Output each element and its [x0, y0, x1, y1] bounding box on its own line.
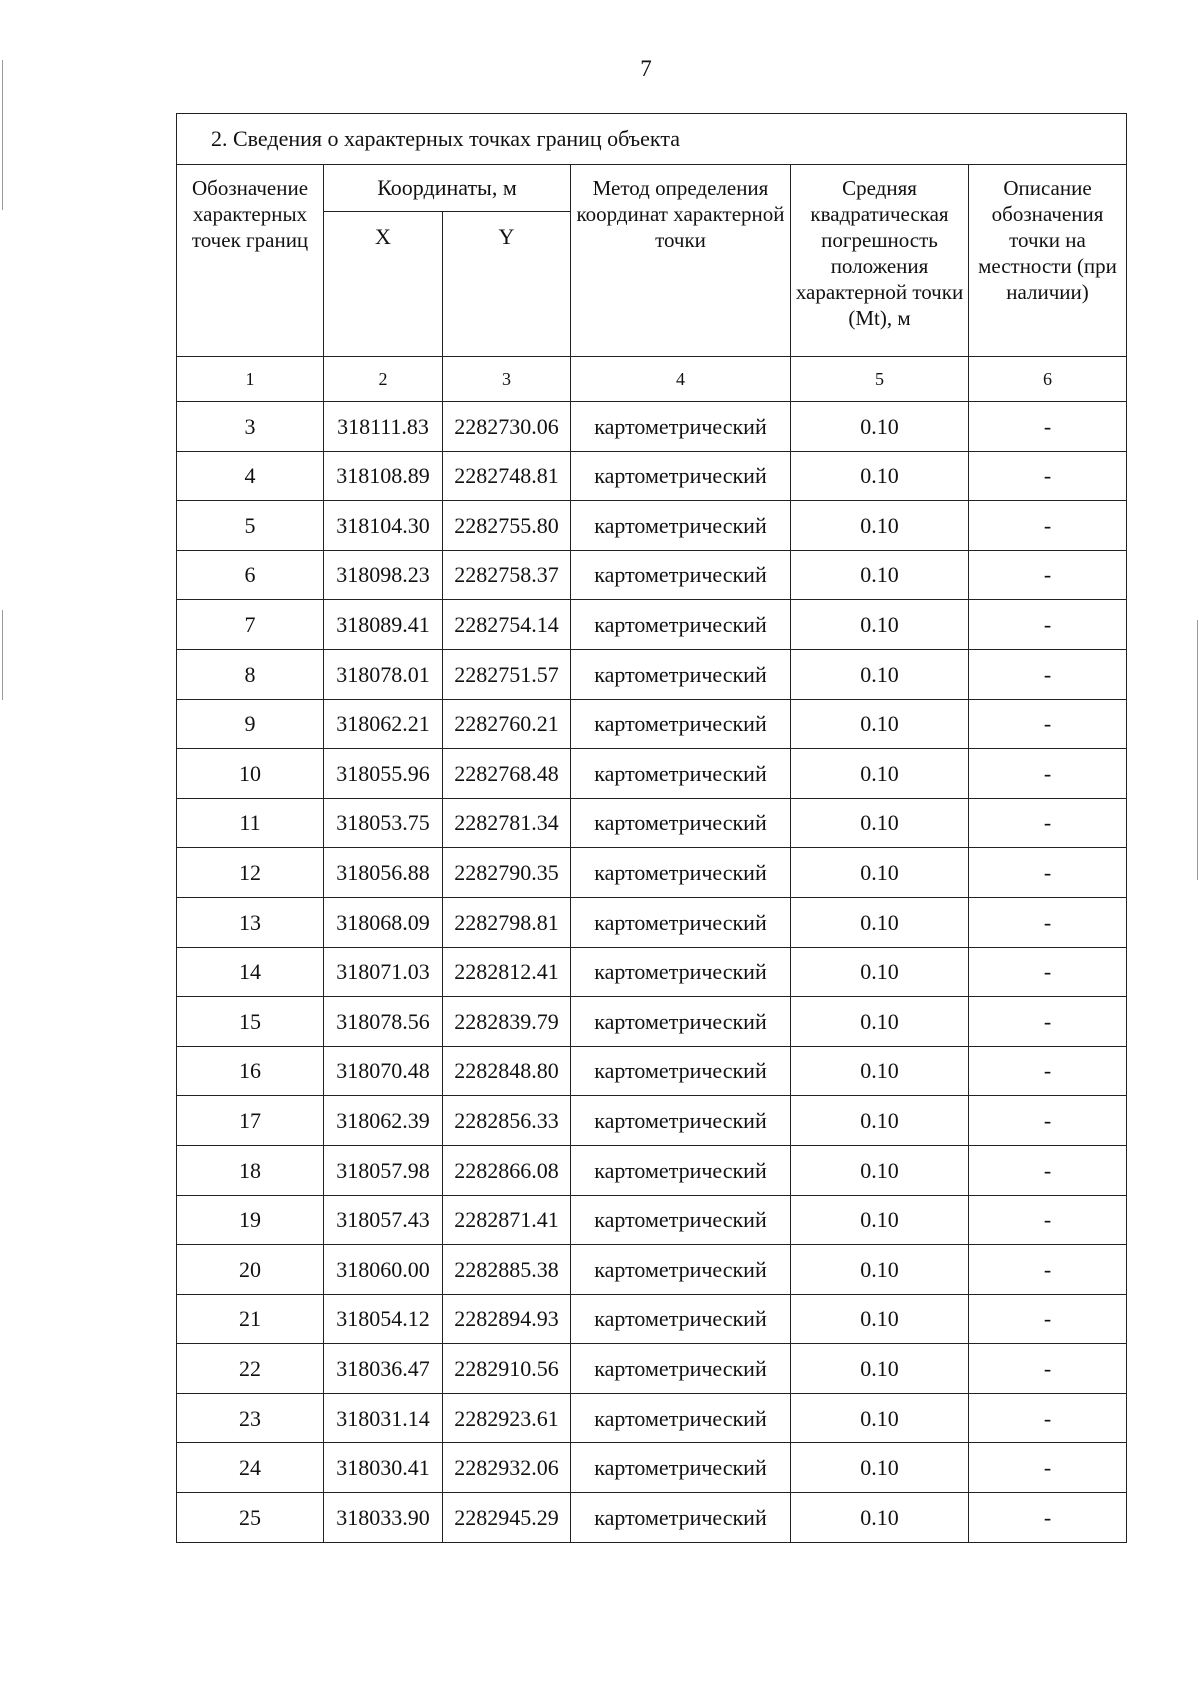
y-coordinate-cell: 2282910.56 — [443, 1344, 571, 1394]
page-number: 7 — [640, 56, 652, 81]
boundary-points-table — [176, 113, 1127, 1543]
y-coordinate-cell: 2282856.33 — [443, 1096, 571, 1146]
table-row — [177, 848, 1127, 898]
y-coordinate-cell: 2282812.41 — [443, 947, 571, 997]
header-coordinates: Координаты, м — [324, 165, 571, 212]
y-coordinate-cell: 2282885.38 — [443, 1245, 571, 1295]
error-cell: 0.10 — [791, 1294, 969, 1344]
x-coordinate-cell: 318056.88 — [324, 848, 443, 898]
x-coordinate-cell: 318036.47 — [324, 1344, 443, 1394]
x-coordinate-cell: 318078.01 — [324, 649, 443, 699]
column-number: 6 — [969, 357, 1127, 402]
y-coordinate-cell: 2282923.61 — [443, 1393, 571, 1443]
x-coordinate-cell: 318031.14 — [324, 1393, 443, 1443]
error-cell: 0.10 — [791, 550, 969, 600]
header-y: Y — [443, 212, 571, 357]
table-row — [177, 997, 1127, 1047]
table-row — [177, 1443, 1127, 1493]
error-cell: 0.10 — [791, 897, 969, 947]
description-cell: - — [969, 749, 1127, 799]
point-id-cell: 13 — [177, 897, 324, 947]
point-id-cell: 22 — [177, 1344, 324, 1394]
table-row — [177, 451, 1127, 501]
method-cell: картометрический — [571, 1443, 791, 1493]
point-id-cell: 12 — [177, 848, 324, 898]
method-cell: картометрический — [571, 402, 791, 452]
y-coordinate-cell: 2282848.80 — [443, 1046, 571, 1096]
method-cell: картометрический — [571, 798, 791, 848]
header-x: X — [324, 212, 443, 357]
x-coordinate-cell: 318070.48 — [324, 1046, 443, 1096]
x-coordinate-cell: 318104.30 — [324, 501, 443, 551]
y-coordinate-cell: 2282758.37 — [443, 550, 571, 600]
point-id-cell: 19 — [177, 1195, 324, 1245]
x-coordinate-cell: 318068.09 — [324, 897, 443, 947]
error-cell: 0.10 — [791, 600, 969, 650]
error-cell: 0.10 — [791, 749, 969, 799]
column-number: 4 — [571, 357, 791, 402]
description-cell: - — [969, 1145, 1127, 1195]
table-body — [177, 402, 1127, 1543]
error-cell: 0.10 — [791, 1393, 969, 1443]
y-coordinate-cell: 2282894.93 — [443, 1294, 571, 1344]
table-row — [177, 749, 1127, 799]
point-id-cell: 4 — [177, 451, 324, 501]
table-row — [177, 798, 1127, 848]
x-coordinate-cell: 318030.41 — [324, 1443, 443, 1493]
method-cell: картометрический — [571, 1245, 791, 1295]
scan-artifact-line — [1197, 620, 1198, 880]
table-row — [177, 1245, 1127, 1295]
x-coordinate-cell: 318062.39 — [324, 1096, 443, 1146]
method-cell: картометрический — [571, 947, 791, 997]
description-cell: - — [969, 1493, 1127, 1543]
x-coordinate-cell: 318033.90 — [324, 1493, 443, 1543]
description-cell: - — [969, 451, 1127, 501]
column-number: 2 — [324, 357, 443, 402]
table-row — [177, 1493, 1127, 1543]
table-row — [177, 550, 1127, 600]
error-cell: 0.10 — [791, 1245, 969, 1295]
description-cell: - — [969, 1195, 1127, 1245]
x-coordinate-cell: 318057.43 — [324, 1195, 443, 1245]
method-cell: картометрический — [571, 749, 791, 799]
column-number: 1 — [177, 357, 324, 402]
y-coordinate-cell: 2282871.41 — [443, 1195, 571, 1245]
header-error: Средняя квадратическая погрешность положения характерной точки (Mt), м — [791, 165, 969, 357]
description-cell: - — [969, 402, 1127, 452]
method-cell: картометрический — [571, 699, 791, 749]
description-cell: - — [969, 848, 1127, 898]
method-cell: картометрический — [571, 600, 791, 650]
point-id-cell: 25 — [177, 1493, 324, 1543]
point-id-cell: 21 — [177, 1294, 324, 1344]
method-cell: картометрический — [571, 550, 791, 600]
y-coordinate-cell: 2282760.21 — [443, 699, 571, 749]
error-cell: 0.10 — [791, 699, 969, 749]
y-coordinate-cell: 2282748.81 — [443, 451, 571, 501]
table-row — [177, 1096, 1127, 1146]
y-coordinate-cell: 2282866.08 — [443, 1145, 571, 1195]
section-title: 2. Сведения о характерных точках границ объекта — [177, 114, 1127, 165]
method-cell: картометрический — [571, 1294, 791, 1344]
description-cell: - — [969, 897, 1127, 947]
table-row — [177, 897, 1127, 947]
method-cell: картометрический — [571, 649, 791, 699]
header-description: Описание обозначения точки на местности (при наличии) — [969, 165, 1127, 357]
error-cell: 0.10 — [791, 501, 969, 551]
method-cell: картометрический — [571, 1145, 791, 1195]
x-coordinate-cell: 318108.89 — [324, 451, 443, 501]
description-cell: - — [969, 1046, 1127, 1096]
point-id-cell: 6 — [177, 550, 324, 600]
description-cell: - — [969, 649, 1127, 699]
x-coordinate-cell: 318053.75 — [324, 798, 443, 848]
description-cell: - — [969, 947, 1127, 997]
method-cell: картометрический — [571, 997, 791, 1047]
scan-artifact-line — [2, 610, 3, 700]
scan-artifact-line — [2, 60, 3, 210]
description-cell: - — [969, 699, 1127, 749]
y-coordinate-cell: 2282790.35 — [443, 848, 571, 898]
table-row — [177, 1344, 1127, 1394]
table-row — [177, 947, 1127, 997]
error-cell: 0.10 — [791, 451, 969, 501]
table-row — [177, 1393, 1127, 1443]
error-cell: 0.10 — [791, 1195, 969, 1245]
y-coordinate-cell: 2282754.14 — [443, 600, 571, 650]
x-coordinate-cell: 318054.12 — [324, 1294, 443, 1344]
column-number: 3 — [443, 357, 571, 402]
description-cell: - — [969, 798, 1127, 848]
description-cell: - — [969, 1245, 1127, 1295]
table-row — [177, 1294, 1127, 1344]
description-cell: - — [969, 997, 1127, 1047]
y-coordinate-cell: 2282768.48 — [443, 749, 571, 799]
error-cell: 0.10 — [791, 402, 969, 452]
y-coordinate-cell: 2282839.79 — [443, 997, 571, 1047]
x-coordinate-cell: 318055.96 — [324, 749, 443, 799]
x-coordinate-cell: 318078.56 — [324, 997, 443, 1047]
error-cell: 0.10 — [791, 1443, 969, 1493]
y-coordinate-cell: 2282755.80 — [443, 501, 571, 551]
error-cell: 0.10 — [791, 947, 969, 997]
method-cell: картометрический — [571, 501, 791, 551]
point-id-cell: 24 — [177, 1443, 324, 1493]
y-coordinate-cell: 2282798.81 — [443, 897, 571, 947]
x-coordinate-cell: 318098.23 — [324, 550, 443, 600]
error-cell: 0.10 — [791, 798, 969, 848]
method-cell: картометрический — [571, 1195, 791, 1245]
point-id-cell: 18 — [177, 1145, 324, 1195]
point-id-cell: 23 — [177, 1393, 324, 1443]
table-row — [177, 649, 1127, 699]
column-number: 5 — [791, 357, 969, 402]
table-row — [177, 501, 1127, 551]
description-cell: - — [969, 501, 1127, 551]
point-id-cell: 10 — [177, 749, 324, 799]
point-id-cell: 14 — [177, 947, 324, 997]
error-cell: 0.10 — [791, 997, 969, 1047]
description-cell: - — [969, 1096, 1127, 1146]
method-cell: картометрический — [571, 1344, 791, 1394]
x-coordinate-cell: 318111.83 — [324, 402, 443, 452]
point-id-cell: 9 — [177, 699, 324, 749]
description-cell: - — [969, 1443, 1127, 1493]
x-coordinate-cell: 318062.21 — [324, 699, 443, 749]
x-coordinate-cell: 318060.00 — [324, 1245, 443, 1295]
point-id-cell: 17 — [177, 1096, 324, 1146]
y-coordinate-cell: 2282945.29 — [443, 1493, 571, 1543]
method-cell: картометрический — [571, 1096, 791, 1146]
description-cell: - — [969, 1393, 1127, 1443]
header-method: Метод определения координат характерной точки — [571, 165, 791, 357]
column-number-row — [177, 357, 1127, 402]
description-cell: - — [969, 1294, 1127, 1344]
table-row — [177, 1145, 1127, 1195]
point-id-cell: 15 — [177, 997, 324, 1047]
x-coordinate-cell: 318089.41 — [324, 600, 443, 650]
method-cell: картометрический — [571, 451, 791, 501]
point-id-cell: 16 — [177, 1046, 324, 1096]
error-cell: 0.10 — [791, 649, 969, 699]
method-cell: картометрический — [571, 1046, 791, 1096]
point-id-cell: 5 — [177, 501, 324, 551]
y-coordinate-cell: 2282781.34 — [443, 798, 571, 848]
description-cell: - — [969, 1344, 1127, 1394]
error-cell: 0.10 — [791, 1046, 969, 1096]
y-coordinate-cell: 2282932.06 — [443, 1443, 571, 1493]
method-cell: картометрический — [571, 897, 791, 947]
description-cell: - — [969, 600, 1127, 650]
header-designation: Обозначение характерных точек границ — [177, 165, 324, 357]
error-cell: 0.10 — [791, 848, 969, 898]
description-cell: - — [969, 550, 1127, 600]
x-coordinate-cell: 318057.98 — [324, 1145, 443, 1195]
table-row — [177, 402, 1127, 452]
point-id-cell: 8 — [177, 649, 324, 699]
error-cell: 0.10 — [791, 1493, 969, 1543]
error-cell: 0.10 — [791, 1096, 969, 1146]
table-row — [177, 1046, 1127, 1096]
table-row — [177, 1195, 1127, 1245]
table-row — [177, 600, 1127, 650]
y-coordinate-cell: 2282730.06 — [443, 402, 571, 452]
point-id-cell: 11 — [177, 798, 324, 848]
method-cell: картометрический — [571, 848, 791, 898]
table-row — [177, 699, 1127, 749]
point-id-cell: 7 — [177, 600, 324, 650]
point-id-cell: 20 — [177, 1245, 324, 1295]
error-cell: 0.10 — [791, 1344, 969, 1394]
point-id-cell: 3 — [177, 402, 324, 452]
y-coordinate-cell: 2282751.57 — [443, 649, 571, 699]
error-cell: 0.10 — [791, 1145, 969, 1195]
x-coordinate-cell: 318071.03 — [324, 947, 443, 997]
method-cell: картометрический — [571, 1493, 791, 1543]
method-cell: картометрический — [571, 1393, 791, 1443]
